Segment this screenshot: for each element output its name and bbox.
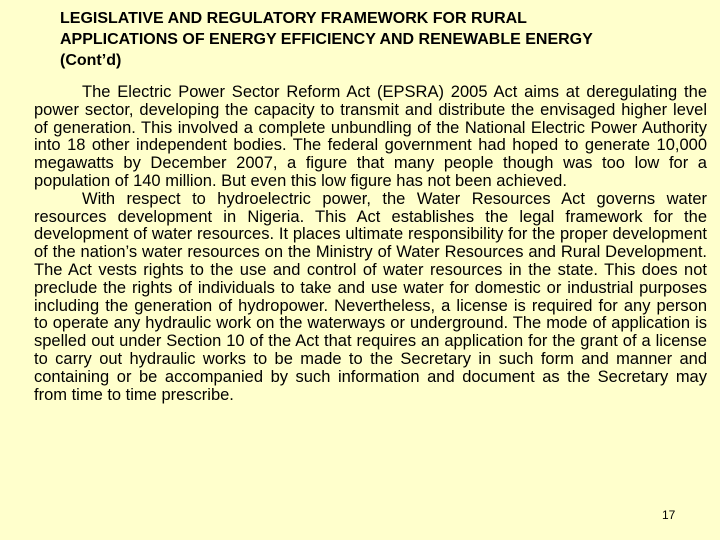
page-number: 17	[662, 508, 676, 522]
paragraph-water-resources: With respect to hydroelectric power, the Water Resources Act governs water resources development in Nigeria. This Act establishes the legal framework for the development of water resources. It places ultimate responsibility for the proper development of the nation’s water resources on the Ministry of Water Resources and Rural Development. The Act vests rights to the use and control of water resources in the state. This does not preclude the rights of individuals to take and use water for domestic or industrial purposes including the generation of hydropower. Nevertheless, a license is required for any person to operate any hydraulic work on the waterways or underground. The mode of application is spelled out under Section 10 of the Act that requires an application for the grant of a license to carry out hydraulic works to be made to the Secretary in such form and manner and containing or be accompanied by such information and document as the Secretary may from time to time prescribe.	[34, 189, 707, 404]
slide-body	[34, 84, 707, 404]
slide-title	[60, 8, 700, 71]
paragraph-epsra: The Electric Power Sector Reform Act (EPSRA) 2005 Act aims at deregulating the power sector, developing the capacity to transmit and distribute the envisaged higher level of generation. This involved a complete unbundling of the National Electric Power Authority into 18 other independent bodies. The federal government had hoped to generate 10,000 megawatts by December 2007, a figure that many people though was too low for a population of 140 million. But even this low figure has not been achieved.	[34, 83, 707, 190]
title-line-2: APPLICATIONS OF ENERGY EFFICIENCY AND RENEWABLE ENERGY	[60, 31, 593, 48]
title-line-1: LEGISLATIVE AND REGULATORY FRAMEWORK FOR RURAL	[60, 10, 527, 27]
title-line-3: (Cont’d)	[60, 52, 122, 69]
